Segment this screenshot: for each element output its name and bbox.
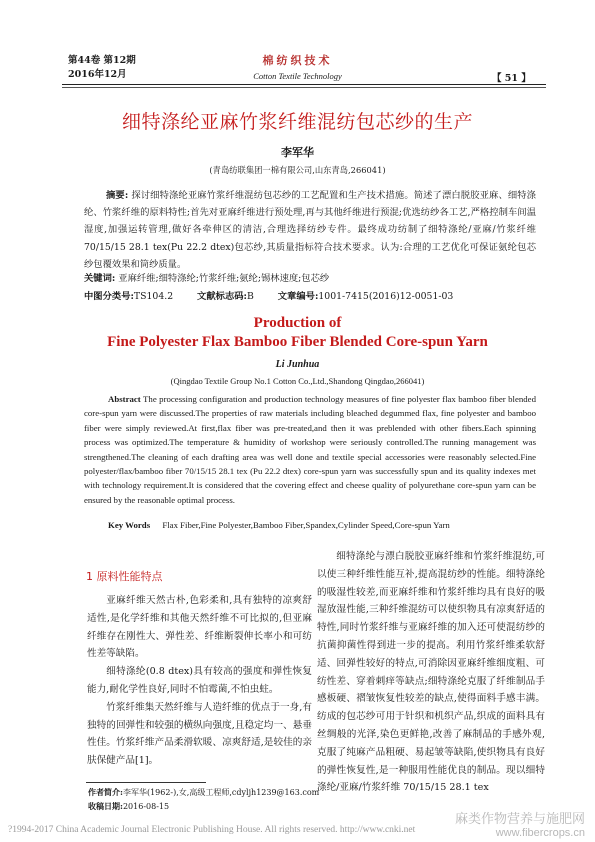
abstract-en-text: The processing configuration and production technology measures of fine polyester flax bamboo fiber blended core-spun yarn were discussed.The properties of raw materials including bleached degummed flax, fine polyester and bamboo fiber were simply reviewed.At first,flax fiber was pre-treated,and then it was preblended with other fibers.Each spinning process was optimized.The temperature & humidity of workshop were seriously controlled.The running management was strengthened.The cleaning of each drafting area was well done and textile special accessories were reasonably selected.Fine polyester/flax/bamboo fiber 70/15/15 28.1 tex (Pu 22.2 dtex) core-spun yarn was successfully spun and its quality indexes met with technology requirement.It is considered that the covering effect and cheese quality of polyurethane core-spun yarn can be ensured by the reasonable optimal process. (84, 394, 536, 505)
right-column (317, 548, 545, 797)
paper-title-en-line1: Production of (253, 315, 342, 331)
abstract-en-label: Abstract (108, 394, 141, 404)
doc-code-value: B (246, 291, 254, 302)
paper-title-en-line2: Fine Polyester Flax Bamboo Fiber Blended Core-spun Yarn (107, 334, 488, 350)
footnote-received (88, 800, 169, 813)
keywords-en (84, 518, 536, 532)
clc-label: 中图分类号: (84, 291, 134, 302)
paragraph-blend: 细特涤纶与漂白脱胶亚麻纤维和竹浆纤维混纺,可以使三种纤维性能互补,提高混纺纱的性能。细特涤纶的吸湿性较差,而亚麻纤维和竹浆纤维均具有良好的吸湿放湿性能,三种纤维混纺可以使织物具有凉爽舒适的特性,同时竹浆纤维与亚麻纤维的加入还可使混纺纱的抗菌抑菌性得到进一步的提高。利用竹浆纤维柔软舒适、回弹性较好的特点,可消除因亚麻纤维细度粗、可纺性差、穿着刺痒等缺点;细特涤纶克服了纤维制品手感板硬、褶皱恢复性较差的缺点,使得面料手感丰满。纺成的包芯纱可用于针织和机织产品,织成的面料具有丝绸般的光泽,染色更鲜艳,改善了麻制品的手感外观,克服了纯麻产品粗硬、易起皱等缺陷,使织物具有良好的弹性恢复性,是一种服用性能优良的制品。现以细特涤纶/亚麻/竹浆纤维 70/15/15 28.1 tex (317, 551, 545, 794)
header-rule-thin (62, 87, 546, 88)
author-en: Li Junhua (275, 359, 320, 370)
volume-issue: 第44卷 第12期 (68, 55, 136, 66)
abstract-cn-label: 摘要: (106, 190, 129, 201)
author-cn: 李军华 (281, 146, 314, 159)
paper-title-cn: 细特涤纶亚麻竹浆纤维混纺包芯纱的生产 (121, 111, 473, 133)
footnote-received-label: 收稿日期: (88, 801, 123, 811)
issue-date: 2016年12月 (68, 69, 127, 80)
footnote-rule (86, 782, 206, 783)
affiliation-cn: (青岛纺联集团一棉有限公司,山东青岛,266041) (209, 165, 386, 175)
classification-cn (84, 288, 536, 305)
abstract-cn (84, 187, 536, 273)
paragraph-polyester: 细特涤纶(0.8 dtex)具有较高的强度和弹性恢复能力,耐化学性良好,同时不怕霉菌,不怕虫蛀。 (87, 666, 312, 695)
affiliation-en: (Qingdao Textile Group No.1 Cotton Co.,Ltd.,Shandong Qingdao,266041) (170, 376, 425, 386)
left-column (87, 592, 312, 770)
paragraph-flax: 亚麻纤维天然古朴,色彩柔和,具有独特的凉爽舒适性,是化学纤维和其他天然纤维不可比拟的,但亚麻纤维存在刚性大、弹性差、纤维断裂伸长率小和可纺性差等缺陷。 (87, 595, 312, 660)
clc-value: TS104.2 (133, 291, 174, 302)
footnote-author (88, 786, 319, 799)
doc-code-label: 文献标志码: (197, 291, 247, 302)
footnote-received-text: 2016-08-15 (122, 802, 170, 811)
keywords-cn-text: 亚麻纤维;细特涤纶;竹浆纤维;氨纶;锡林速度;包芯纱 (118, 273, 330, 284)
abstract-cn-text: 探讨细特涤纶亚麻竹浆纤维混纺包芯纱的工艺配置和生产技术措施。简述了漂白脱胶亚麻、细特涤纶、竹浆纤维的原料特性;首先对亚麻纤维进行预处理,再与其他纤维进行预混;优选纺纱各工艺,严格控制车间温湿度,加强运转管理,做好各牵伸区的清洁,合理选择纺纱专件。最终成功纺制了细特涤纶/亚麻/竹浆纤维 70/15/15 28.1 tex(Pu 22.2 dtex)包芯纱,其质量指标符合技术要求。认为:合理的工艺优化可保证氨纶包芯纱包覆效果和筒纱质量。 (84, 190, 536, 270)
journal-name-en: Cotton Textile Technology (253, 71, 342, 81)
watermark-url: www.fibercrops.cn (495, 827, 585, 839)
copyright-footer: ?1994-2017 China Academic Journal Electronic Publishing House. All rights reserved. http://www.cnki.net (8, 825, 416, 835)
watermark-cn: 麻类作物营养与施肥网 (454, 812, 585, 827)
footnote-author-label: 作者简介: (88, 787, 123, 797)
footnote-author-text: 李军华(1962-),女,高级工程师,cdyljh1239@163.com (122, 788, 320, 797)
keywords-en-label: Key Words (108, 520, 151, 530)
keywords-cn (84, 270, 536, 287)
page-number: 【 51 】 (492, 73, 531, 84)
header-rule (62, 84, 546, 85)
paragraph-bamboo: 竹浆纤维集天然纤维与人造纤维的优点于一身,有独特的回弹性和较强的横纵向强度,且稳定均一、悬垂性佳。竹浆纤维产品柔滑软暖、凉爽舒适,是较佳的亲肤保健产品[1]。 (87, 701, 312, 767)
article-number-value: 1001-7415(2016)12-0051-03 (318, 291, 454, 302)
journal-name-cn: 棉纺织技术 (262, 54, 333, 67)
keywords-en-text: Flax Fiber,Fine Polyester,Bamboo Fiber,Spandex,Cylinder Speed,Core-spun Yarn (162, 520, 450, 530)
keywords-cn-label: 关键词: (84, 273, 116, 284)
section-1-heading: 1 原料性能特点 (86, 570, 163, 583)
abstract-en (84, 392, 536, 507)
article-number-label: 文章编号: (277, 291, 319, 302)
